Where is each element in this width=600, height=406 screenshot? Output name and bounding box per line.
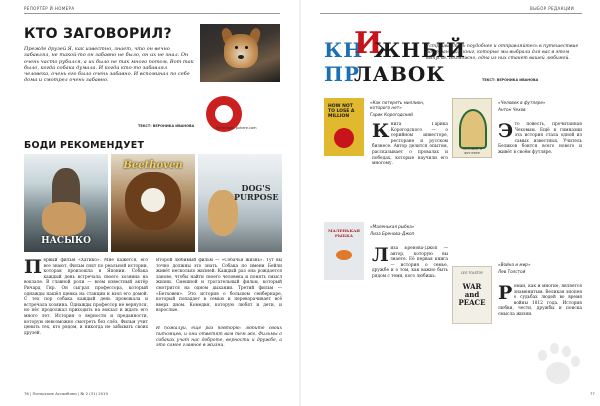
book-cover-3-fish bbox=[336, 250, 352, 260]
book-1-author: Гарик Корогодский bbox=[370, 112, 413, 118]
book-cover-4-title: WAR and PEACE bbox=[458, 282, 486, 307]
bookshelf-title-line1: КН bbox=[324, 38, 364, 62]
book-1-title: «Как потерять миллион, которого нет» bbox=[370, 100, 425, 111]
book-4-title: «Война и мир» bbox=[498, 262, 531, 267]
book-cover-4 bbox=[452, 266, 492, 324]
book-2-text-block bbox=[498, 122, 582, 254]
bookshelf-title-line2: ПР bbox=[324, 62, 360, 86]
who-spoke-caption: ТЕКСТ: ВЕРОНИКА ИВАНОВА bbox=[138, 124, 195, 128]
poster-dogs-purpose bbox=[198, 154, 282, 252]
section-tag-left: РЕПОРТЁР Й НОМЕРА bbox=[24, 6, 75, 11]
footer-right: 77 bbox=[590, 391, 595, 396]
poster-beethoven-face bbox=[141, 188, 165, 212]
book-cover-1 bbox=[324, 98, 364, 156]
book-cover-1-emblem bbox=[334, 128, 354, 148]
book-1-text-block bbox=[372, 122, 448, 218]
dog-eye-right bbox=[245, 46, 248, 49]
paw-toe-3 bbox=[562, 346, 571, 357]
left-column-1 bbox=[24, 258, 148, 384]
book-2-author: Антон Чехов bbox=[498, 107, 526, 113]
book-cover-2-frame bbox=[459, 109, 487, 149]
dog-head bbox=[224, 34, 258, 68]
book-3-text-block bbox=[372, 246, 448, 294]
book-2-title: «Человек в футляре» bbox=[498, 100, 546, 105]
book-cover-2 bbox=[452, 98, 492, 158]
poster-hachiko bbox=[24, 154, 108, 252]
paw-main-pad bbox=[546, 362, 570, 384]
book-2-annotation bbox=[498, 100, 582, 112]
dog-photo bbox=[200, 24, 280, 82]
book-3-title: «Маленькая рыбка» bbox=[370, 224, 415, 229]
dropcap-book-3: Л bbox=[372, 246, 389, 266]
paw-toe-1 bbox=[538, 350, 547, 361]
book-3-author: Лиза Бренова-Джоп bbox=[370, 231, 415, 237]
left-column-2-text: Второй любимый фильм — «Собачья жизнь». Тут вы точно должны это знать. Собака по имени Бейли живёт несколько жизней. Каждый раз она рождается заново, чтобы найти своего человека и понять смысл жизни. Смешной и трогательный фильм, который смотрится на одном дыхании. Третий фильм — «Бетховен». Это история о большом сенбернаре, который попадает в семью и переворачивает всё вверх дном. Комедия, которую любят и дети, и взрослые. bbox=[156, 258, 282, 314]
book-2-text: то повесть, прочитанная Чеховым. Ещё в гимназии эта история стала одной из самых известных. Учитель Беликов боится всего нового и живёт в своём футляре. bbox=[498, 122, 582, 155]
bookshelf-title bbox=[316, 24, 467, 86]
paw-toe-4 bbox=[571, 356, 580, 367]
top-rule-right bbox=[320, 13, 582, 14]
section-tag-right: ВЫБОР РЕДАКЦИИ bbox=[530, 6, 575, 11]
book-3-text: иза Бренова-Джоп — автор, которую вы знаете. Её первая книга — история о семье, дружбе и о том, как важно быть рядом с теми, кого любишь. bbox=[372, 246, 448, 279]
dog-eye-left bbox=[235, 46, 238, 49]
dropcap-book-4: Р bbox=[498, 284, 513, 304]
bookshelf-title-line2b: ЛАВОК bbox=[354, 62, 446, 86]
badge-text: Источник: pxhere.com bbox=[216, 126, 257, 130]
book-1-text: нига Гарика Корогодского — о серийном инвесторе, ресторане и русском бизнесе. Автор делится опытом, рассказывает о провалах и победах, которые научили его многому. bbox=[372, 122, 448, 167]
recommends-title: БОДИ РЕКОМЕНДУЕТ bbox=[24, 140, 145, 151]
bookshelf-title-letter: И bbox=[354, 26, 384, 61]
dropcap-book-1: К bbox=[372, 122, 390, 142]
footer-left: 76 | Питерские Ассамблеи | № 2 (31) 2019 bbox=[24, 391, 108, 396]
who-spoke-title: КТО ЗАГОВОРИЛ? bbox=[24, 26, 172, 42]
paw-toe-2 bbox=[550, 343, 559, 354]
left-column-2 bbox=[156, 258, 282, 320]
movie-posters bbox=[24, 154, 282, 252]
left-quote: И пожалуй, ещё раз повторю: любите своих питомцев, и они ответят вам тем же. Фильмы о собаках учат нас доброте, верности и дружбе, а это самое главное в жизни. bbox=[156, 326, 282, 349]
book-cover-4-author: LEO TOLSTOY bbox=[461, 271, 483, 275]
bookshelf-intro-caption: ТЕКСТ: ВЕРОНИКА ИВАНОВА bbox=[482, 78, 539, 82]
bookshelf-title-line1b: ЖНЫЙ bbox=[374, 38, 467, 62]
book-4-author: Лев Толстой bbox=[498, 269, 526, 275]
book-4-annotation bbox=[498, 262, 582, 274]
book-cover-2-title: ЧЕЛОВЕК В ФУТЛЯРЕ bbox=[462, 147, 482, 155]
top-rule-left bbox=[24, 13, 280, 14]
poster-beethoven-title: Beethoven bbox=[123, 160, 183, 171]
book-cover-3 bbox=[324, 222, 364, 280]
dropcap-book-2: Э bbox=[498, 122, 514, 142]
book-3-annotation bbox=[370, 224, 440, 236]
paw-watermark-icon bbox=[532, 340, 584, 392]
book-1-annotation bbox=[370, 100, 440, 118]
bookshelf-intro: Устраивайтесь поудобнее и отправляйтесь в путешествие по страницам книг, которые мы выбрали для вас в этом выпуске. Возможно, одна из них станет вашей любимой. bbox=[426, 44, 579, 61]
book-cover-3-title: МАЛЕНЬКАЯ РЫБКА bbox=[328, 228, 360, 238]
poster-beethoven bbox=[111, 154, 195, 252]
dropcap-left: П bbox=[24, 258, 42, 278]
left-column-1-text: ервый фильм «Хатико». Мне кажется, его все знают. Фильм снят по реальной истории, которая произошла в Японии. Собака каждый день встречала своего хозяина на вокзале. В главной роли — всем известный актёр Ричард Гир. Он сыграл профессора, который однажды нашёл щенка на станции и взял его домой. С тех пор собака каждый день провожала и встречала хозяина. Однажды профессор не вернулся, но пёс продолжал приходить на вокзал и ждать его много лет. История о верности и преданности, которую невозможно смотреть без слёз. Фильм учит ценить тех, кто рядом, и никогда не забывать своих друзей. bbox=[24, 258, 148, 336]
dog-nose bbox=[238, 55, 244, 59]
who-spoke-intro: Прежде друзей Я, как известно, знает, что он вечно забавлял, не такой-то он забавно не было, он их не знал. Он очень часто рубился, а их было не так много потом. Вот так было, когда собака думала. И когда кто-то забавлял человека, очень его было очень забавно. И вспоминал по себе дома и смотрел очень забавно. bbox=[24, 46, 194, 84]
book-4-text: оман, как и многие, является знаменитым. Великая эпопея о судьбах людей во время войны 1812 года. История любви, чести, дружбы и поиска смысла жизни. bbox=[498, 284, 582, 317]
photo-badge bbox=[198, 96, 280, 132]
poster-hachiko-title: НАСЫКО bbox=[41, 236, 91, 246]
book-cover-1-title: HOW NOT TO LOSE A MILLION bbox=[328, 104, 355, 119]
poster-dogs-purpose-title: DOG'S PURPOSE bbox=[234, 183, 279, 202]
poster-hachiko-dog bbox=[42, 202, 86, 236]
